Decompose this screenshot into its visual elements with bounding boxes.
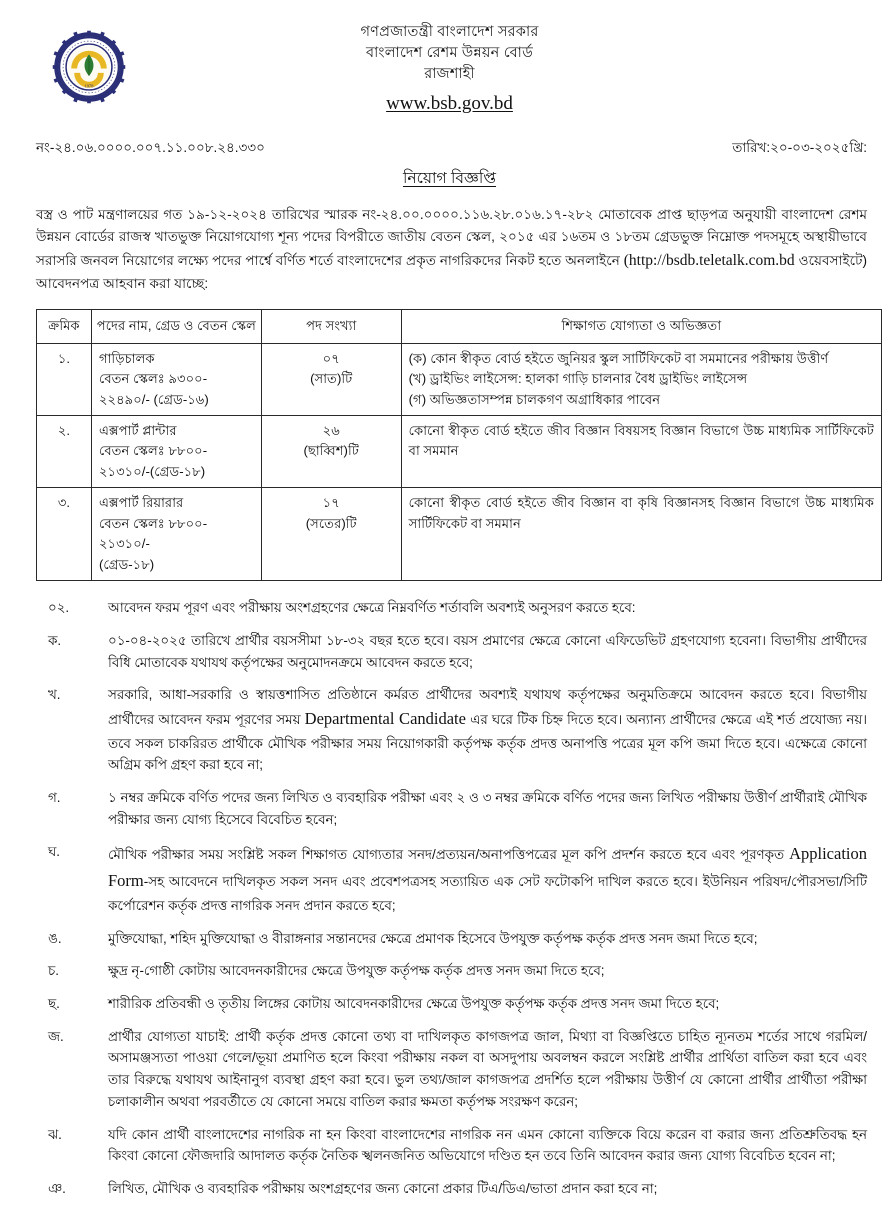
conditions-list bbox=[36, 597, 867, 1200]
city-line: রাজশাহী bbox=[424, 66, 475, 83]
condition-text: প্রার্থীর যোগ্যতা যাচাই: প্রার্থী কর্তৃক প্রদত্ত কোনো তথ্য বা দাখিলকৃত কাগজপত্র জাল, মিথ্যা বা বিজ্ঞপ্তিতে চাহিত ন্যূনতম শর্তের সাথে গরমিল/অসামঞ্জস্যতা পাওয়া গেলে/ভূয়া প্রমাণিত হলে কিংবা পরীক্ষায় নকল বা অসদুপায় অবলম্বন করলে সংশ্লিষ্ট প্রার্থীর প্রার্থিতা বাতিল করা হবে এবং তার বিরুদ্ধে যথাযথ আইনানুগ ব্যবস্থা গ্রহণ করা হবে। ভুল তথ্য/জাল কাগজপত্র প্রদর্শিত হলে পরীক্ষায় উত্তীর্ণ যে কোনো প্রার্থীর প্রার্থীতা পরীক্ষা চলাকালীন অথবা পরবর্তীতে যে কোনো সময়ে বাতিল করার ক্ষমতা কর্তৃপক্ষ সংরক্ষণ করেন; bbox=[108, 1028, 867, 1109]
board-line: বাংলাদেশ রেশম উন্নয়ন বোর্ড bbox=[366, 45, 533, 62]
page-title bbox=[24, 166, 875, 192]
condition-item bbox=[36, 841, 867, 916]
condition-label: চ. bbox=[48, 963, 59, 979]
qualification-c: (গ) অভিজ্ঞতাসম্পন্ন চালকগণ অগ্রাধিকার পাবেন bbox=[408, 391, 661, 407]
condition-text: লিখিত, মৌখিক ও ব্যবহারিক পরীক্ষায় অংশগ্রহণের জন্য কোনো প্রকার টিএ/ডিএ/ভাতা প্রদান করা হবে না; bbox=[108, 1180, 658, 1196]
pay-scale-line-1: বেতন স্কেলঃ ৮৮০০- bbox=[98, 515, 208, 531]
count-word: (সাত)টি bbox=[310, 371, 353, 387]
intro-part2: ওয়েবসাইটে) আবেদনপত্র আহবান করা যাচ্ছে: bbox=[36, 253, 868, 292]
condition-label: ঞ. bbox=[48, 1180, 66, 1196]
pay-scale-line-3: (গ্রেড-১৮) bbox=[98, 556, 155, 572]
table-row bbox=[37, 343, 882, 415]
condition-text bbox=[108, 841, 867, 916]
condition-item bbox=[36, 928, 867, 950]
qualification-a: (ক) কোন স্বীকৃত বোর্ড হইতে জুনিয়র স্কুল সার্টিফিকেট বা সমমানের পরীক্ষায় উত্তীর্ণ bbox=[408, 350, 829, 366]
row-qualification bbox=[401, 343, 881, 415]
condition-item bbox=[36, 684, 867, 776]
svg-text:1978: 1978 bbox=[84, 83, 94, 89]
row-post-count bbox=[261, 343, 401, 415]
header-qualification: শিক্ষাগত যোগ্যতা ও অভিজ্ঞতা bbox=[401, 310, 881, 343]
pay-scale-line-1: বেতন স্কেলঃ ৮৮০০- bbox=[98, 443, 208, 459]
memo-date: তারিখ:২০-০৩-২০২৫খ্রি: bbox=[732, 140, 867, 155]
count-word: (সতের)টি bbox=[305, 515, 357, 531]
condition-text: ক্ষুদ্র নৃ-গোষ্ঠী কোটায় আবেদনকারীদের ক্ষেত্রে উপযুক্ত কর্তৃপক্ষ কর্তৃক প্রদত্ত সনদ জমা দিতে হবে; bbox=[108, 963, 605, 979]
row-post-name bbox=[91, 343, 261, 415]
row-post-count bbox=[261, 488, 401, 581]
row-post-count bbox=[261, 415, 401, 487]
qualification-b: (খ) ড্রাইভিং লাইসেন্স: হালকা গাড়ি চালনার বৈধ ড্রাইভিং লাইসেন্স bbox=[408, 371, 748, 387]
page-title-text: নিয়োগ বিজ্ঞপ্তি bbox=[402, 170, 497, 187]
intro-paragraph bbox=[36, 204, 867, 295]
row-serial: ২. bbox=[37, 415, 92, 487]
condition-text bbox=[108, 684, 867, 776]
count-number: ২৬ bbox=[322, 422, 340, 438]
count-word: (ছাব্বিশ)টি bbox=[303, 443, 359, 459]
header-post-count: পদ সংখ্যা bbox=[261, 310, 401, 343]
condition-item bbox=[36, 1026, 867, 1113]
condition-item bbox=[36, 993, 867, 1015]
condition-label: ঘ. bbox=[48, 844, 60, 860]
condition-text: আবেদন ফরম পূরণ এবং পরীক্ষায় অংশগ্রহণের ক্ষেত্রে নিম্নবর্ণিত শর্তাবলি অবশ্যই অনুসরণ করতে হবে: bbox=[108, 600, 636, 616]
condition-item bbox=[36, 1178, 867, 1200]
table-header-row bbox=[37, 310, 882, 343]
document-header bbox=[24, 14, 875, 119]
departmental-candidate-term: Departmental Candidate bbox=[304, 708, 466, 728]
qualification-a: কোনো স্বীকৃত বোর্ড হইতে জীব বিজ্ঞান বিষয়সহ বিজ্ঞান বিভাগে উচ্চ মাধ্যমিক সার্টিফিকেট বা সমমান bbox=[408, 422, 874, 459]
memo-number: নং-২৪.০৬.০০০০.০০৭.১১.০০৮.২৪.৩৩০ bbox=[36, 140, 265, 155]
condition-label: ছ. bbox=[48, 996, 60, 1012]
condition-label: খ. bbox=[48, 687, 61, 703]
row-post-name bbox=[91, 488, 261, 581]
count-number: ০৭ bbox=[322, 350, 340, 366]
condition-text: শারীরিক প্রতিবন্ধী ও তৃতীয় লিঙ্গের কোটায় আবেদনকারীদের ক্ষেত্রে উপযুক্ত কর্তৃপক্ষ কর্তৃক প্রদত্ত সনদ জমা দিতে হবে; bbox=[108, 996, 720, 1012]
pay-scale-line-2: ২১৩১০/- bbox=[98, 536, 150, 552]
condition-label: ঙ. bbox=[48, 930, 62, 946]
intro-part1: বস্ত্র ও পাট মন্ত্রণালয়ের গত ১৯-১২-২০২৪ তারিখের স্মারক নং-২৪.০০.০০০০.১১৬.২৮.০১৬.১৭-২৮২ মোতাবেক প্রাপ্ত ছাড়পত্র অনুযায়ী বাংলাদেশ রেশম উন্নয়ন বোর্ডের রাজস্ব খাতভুক্ত নিয়োগযোগ্য শূন্য পদের বিপরীতে জাতীয় বেতন স্কেল, ২০১৫ এর ১৬তম ও ১৮তম গ্রেডভুক্ত নিম্নোক্ত পদসমূহে অস্থায়ীভাবে সরাসরি জনবল নিয়োগের লক্ষ্যে পদের পার্শ্বে বর্ণিত শর্তে বাংলাদেশের প্রকৃত নাগরিকদের নিকট হতে অনলাইনে bbox=[36, 207, 867, 269]
condition-item bbox=[36, 960, 867, 982]
condition-label: ০২. bbox=[48, 600, 70, 616]
condition-label: গ. bbox=[48, 790, 61, 806]
header-serial: ক্রমিক bbox=[37, 310, 92, 343]
condition-text-before: মৌখিক পরীক্ষার সময় সংশ্লিষ্ট সকল শিক্ষাগত যোগ্যতার সনদ/প্রত্যয়ন/অনাপত্তিপত্রের মূল কপি প্রদর্শন করতে হবে এবং পূরণকৃত bbox=[108, 847, 790, 863]
condition-item bbox=[36, 1124, 867, 1167]
post-title: এক্সপার্ট প্লান্টার bbox=[98, 422, 177, 438]
row-qualification bbox=[401, 488, 881, 581]
application-form-term: Application Form bbox=[108, 844, 867, 891]
count-number: ১৭ bbox=[322, 495, 340, 511]
condition-label: ক. bbox=[48, 632, 62, 648]
condition-item bbox=[36, 787, 867, 830]
condition-text-before: সরকারি, আধা-সরকারি ও স্বায়ত্তশাসিত প্রতিষ্ঠানে কর্মরত প্রার্থীদের অবশ্যই যথাযথ কর্তৃপক্ষের অনুমতিক্রমে আবেদন করতে হবে। বিভাগীয় প্রার্থীদের আবেদন ফরম পূরণের সময় bbox=[108, 687, 867, 727]
header-post-name: পদের নাম, গ্রেড ও বেতন স্কেল bbox=[91, 310, 261, 343]
condition-text: ০১-০৪-২০২৫ তারিখে প্রার্থীর বয়সসীমা ১৮-৩২ বছর হতে হবে। বয়স প্রমাণের ক্ষেত্রে কোনো এফিডেভিট গ্রহণযোগ্য হবেনা। বিভাগীয় প্রার্থীদের বিধি মোতাবেক যথাযথ কর্তৃপক্ষের অনুমোদনক্রমে আবেদন করতে হবে; bbox=[108, 632, 867, 670]
table-row bbox=[37, 488, 882, 581]
post-title: এক্সপার্ট রিয়ারার bbox=[98, 495, 184, 511]
condition-label: জ. bbox=[48, 1028, 64, 1044]
row-qualification bbox=[401, 415, 881, 487]
website-link[interactable]: www.bsb.gov.bd bbox=[386, 93, 513, 115]
condition-text: মুক্তিযোদ্ধা, শহিদ মুক্তিযোদ্ধা ও বীরাঙ্গনার সন্তানদের ক্ষেত্রে প্রমাণক হিসেবে উপযুক্ত কর্তৃপক্ষ কর্তৃক প্রদত্ত সনদ জমা দিতে হবে; bbox=[108, 930, 758, 946]
pay-scale-line-2: ২২৪৯০/- (গ্রেড-১৬) bbox=[98, 391, 209, 407]
row-serial: ৩. bbox=[37, 488, 92, 581]
condition-text: ১ নম্বর ক্রমিকে বর্ণিত পদের জন্য লিখিত ও ব্যবহারিক পরীক্ষা এবং ২ ও ৩ নম্বর ক্রমিকে বর্ণিত পদের জন্য লিখিত পরীক্ষায় উত্তীর্ণ প্রার্থীরাই মৌখিক পরীক্ষার জন্য যোগ্য হিসেবে বিবেচিত হবেন; bbox=[108, 790, 867, 827]
condition-item bbox=[36, 630, 867, 673]
govt-line: গণপ্রজাতন্ত্রী বাংলাদেশ সরকার bbox=[360, 24, 539, 40]
memo-row bbox=[24, 137, 875, 160]
table-row bbox=[37, 415, 882, 487]
pay-scale-line-2: ২১৩১০/-(গ্রেড-১৮) bbox=[98, 463, 206, 479]
condition-label: ঝ. bbox=[48, 1126, 62, 1142]
condition-text-after: এর ঘরে টিক চিহ্ন দিতে হবে। অন্যান্য প্রার্থীদের ক্ষেত্রে এই শর্ত প্রযোজ্য নয়। তবে সকল চাকরিরত প্রার্থীকে মৌখিক পরীক্ষার সময় নিয়োগকারী কর্তৃপক্ষ কর্তৃক প্রদত্ত অনাপত্তি পত্রের মূল কপি জমা দিতে হবে। এক্ষেত্রে কোনো অগ্রিম কপি গ্রহণ করা হবে না; bbox=[108, 711, 868, 773]
condition-text: যদি কোন প্রার্থী বাংলাদেশের নাগরিক না হন কিংবা বাংলাদেশের নাগরিক নন এমন কোনো ব্যক্তিকে বিয়ে করেন বা করার জন্য প্রতিশ্রুতিবদ্ধ হন কিংবা কোনো ফৌজদারি আদালত কর্তৃক নৈতিক স্খলনজনিত অভিযোগে দণ্ডিত হন তবে তিনি আবেদন করার জন্য যোগ্য বিবেচিত হবেন না; bbox=[108, 1126, 867, 1164]
posts-table bbox=[36, 309, 882, 581]
row-serial: ১. bbox=[37, 343, 92, 415]
condition-text-after: -সহ আবেদনে দাখিলকৃত সকল সনদ এবং প্রবেশপত্রসহ সত্যায়িত এক সেট ফটোকপি দাখিল করতে হবে। ইউনিয়ন পরিষদ/পৌরসভা/সিটি কর্পোরেশন কর্তৃক প্রদত্ত নাগরিক সনদ প্রদান করতে হবে; bbox=[108, 874, 867, 913]
post-title: গাড়িচালক bbox=[98, 350, 155, 366]
application-url[interactable]: (http://bsdb.teletalk.com.bd bbox=[623, 252, 795, 270]
pay-scale-line-1: বেতন স্কেলঃ ৯৩০০- bbox=[98, 371, 208, 387]
qualification-a: কোনো স্বীকৃত বোর্ড হইতে জীব বিজ্ঞান বা কৃষি বিজ্ঞানসহ বিজ্ঞান বিভাগে উচ্চ মাধ্যমিক সার্টিফিকেট বা সমমান bbox=[408, 495, 874, 531]
bsb-emblem-logo bbox=[52, 30, 126, 104]
condition-item bbox=[36, 597, 867, 619]
row-post-name bbox=[91, 415, 261, 487]
